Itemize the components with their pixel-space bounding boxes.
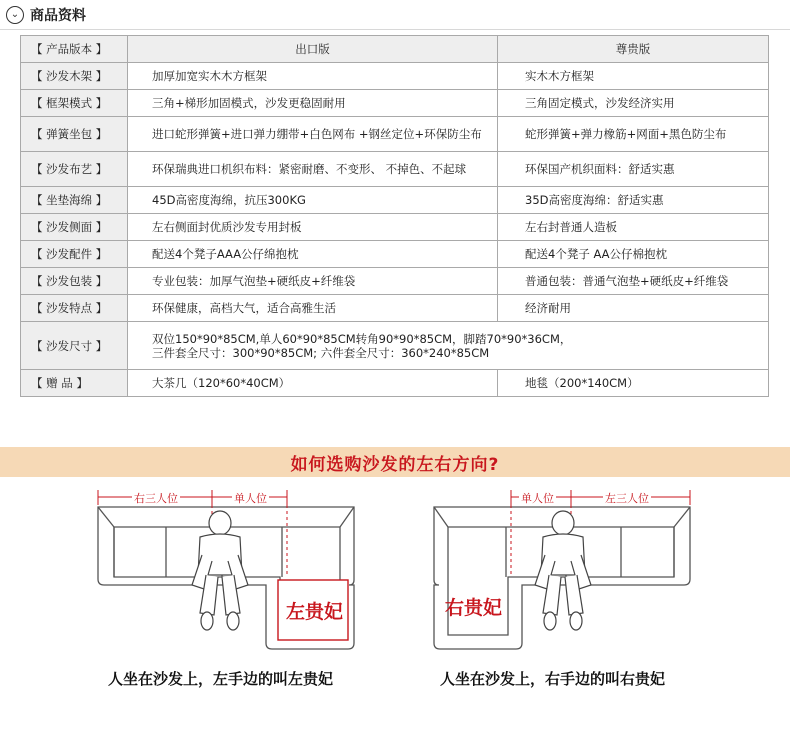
dimension-label: 右三人位 — [134, 492, 178, 505]
row-label: 【 沙发布艺 】 — [21, 152, 128, 187]
row-label: 【 沙发侧面 】 — [21, 214, 128, 241]
chaise-label: 左贵妃 — [286, 601, 344, 623]
dimension-label: 左三人位 — [605, 492, 649, 505]
caption-right: 人坐在沙发上，右手边的叫右贵妃 — [440, 670, 666, 688]
caption-left: 人坐在沙发上，左手边的叫左贵妃 — [108, 670, 334, 688]
premium-value: 地毯（200*140CM） — [498, 370, 769, 397]
export-value: 专业包装：加厚气泡垫+硬纸皮+纤维袋 — [128, 268, 498, 295]
dimension-label: 单人位 — [521, 492, 554, 505]
size-value — [128, 322, 769, 370]
premium-value: 实木木方框架 — [498, 63, 769, 90]
header-divider — [0, 29, 790, 30]
table-row — [21, 295, 769, 322]
table-row — [21, 152, 769, 187]
row-label: 【 弹簧坐包 】 — [21, 117, 128, 152]
sofa-left-drawing — [92, 485, 357, 655]
column-premium: 尊贵版 — [498, 36, 769, 63]
table-row — [21, 90, 769, 117]
row-label: 【 沙发木架 】 — [21, 63, 128, 90]
export-value: 大茶几（120*60*40CM） — [128, 370, 498, 397]
export-value: 配送4个凳子AAA公仔绵抱枕 — [128, 241, 498, 268]
table-row — [21, 117, 769, 152]
table-row-gift — [21, 370, 769, 397]
diagram-left-chaise — [92, 485, 357, 655]
premium-value: 环保国产机织面料：舒适实惠 — [498, 152, 769, 187]
premium-value: 35D高密度海绵：舒适实惠 — [498, 187, 769, 214]
table-header-row — [21, 36, 769, 63]
chevron-down-icon[interactable]: ⌄ — [6, 6, 24, 24]
banner-title: 如何选购沙发的左右方向? — [290, 454, 500, 475]
premium-value: 经济耐用 — [498, 295, 769, 322]
banner — [0, 447, 790, 477]
chaise-label: 右贵妃 — [445, 597, 503, 619]
premium-value: 普通包装：普通气泡垫+硬纸皮+纤维袋 — [498, 268, 769, 295]
export-value: 左右侧面封优质沙发专用封板 — [128, 214, 498, 241]
premium-value: 左右封普通人造板 — [498, 214, 769, 241]
premium-value: 配送4个凳子 AA公仔棉抱枕 — [498, 241, 769, 268]
row-label: 【 沙发尺寸 】 — [21, 322, 128, 370]
size-line: 双位150*90*85CM,单人60*90*85CM转角90*90*85CM，脚踏70*90*36CM， — [152, 331, 572, 346]
section-header — [6, 4, 86, 26]
row-label: 【 沙发特点 】 — [21, 295, 128, 322]
diagram-right-chaise — [431, 485, 696, 655]
spec-table — [20, 35, 769, 397]
column-export: 出口版 — [128, 36, 498, 63]
row-label: 【 赠 品 】 — [21, 370, 128, 397]
export-value: 环保健康，高档大气，适合高雅生活 — [128, 295, 498, 322]
table-row-size — [21, 322, 769, 370]
premium-value: 蛇形弹簧+弹力橡筋+网面+黑色防尘布 — [498, 117, 769, 152]
premium-value: 三角固定模式，沙发经济实用 — [498, 90, 769, 117]
export-value: 进口蛇形弹簧+进口弹力绷带+白色网布 +钢丝定位+环保防尘布 — [128, 117, 498, 152]
size-line: 三件套全尺寸：300*90*85CM; 六件套全尺寸：360*240*85CM — [152, 345, 490, 360]
export-value: 加厚加宽实木木方框架 — [128, 63, 498, 90]
seated-person-icon — [535, 511, 591, 630]
table-row — [21, 63, 769, 90]
table-row — [21, 241, 769, 268]
row-label: 【 坐垫海绵 】 — [21, 187, 128, 214]
section-title: 商品资料 — [30, 8, 86, 24]
header-label: 【 产品版本 】 — [21, 36, 128, 63]
table-row — [21, 214, 769, 241]
table-row — [21, 187, 769, 214]
export-value: 45D高密度海绵，抗压300KG — [128, 187, 498, 214]
row-label: 【 沙发包装 】 — [21, 268, 128, 295]
row-label: 【 沙发配件 】 — [21, 241, 128, 268]
dimension-label: 单人位 — [234, 492, 267, 505]
seated-person-icon — [192, 511, 248, 630]
sofa-right-drawing — [431, 485, 696, 655]
export-value: 三角+梯形加固模式，沙发更稳固耐用 — [128, 90, 498, 117]
export-value: 环保瑞典进口机织布料：紧密耐磨、不变形、 不掉色、不起球 — [128, 152, 498, 187]
table-row — [21, 268, 769, 295]
row-label: 【 框架模式 】 — [21, 90, 128, 117]
